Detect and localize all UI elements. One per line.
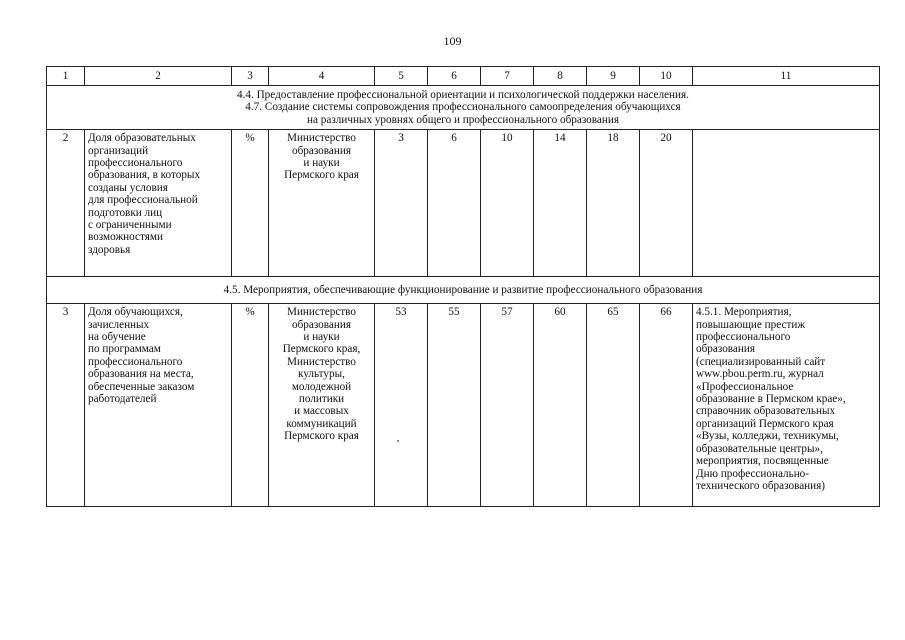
cell-text-line: здоровья [88, 243, 131, 256]
cell-text-line: обеспеченные заказом [88, 380, 195, 393]
column-number-header: 2 [85, 67, 232, 86]
section-heading-4-4 [47, 86, 880, 130]
value-cell: 66 [640, 304, 693, 507]
cell-text-line: возможностями [88, 231, 163, 244]
value-cell: 3 [375, 130, 428, 277]
cell-text-line: профессионального [696, 331, 791, 344]
cell-text-line: www.pbou.perm.ru, журнал [696, 368, 824, 381]
cell-text-line: «Вузы, колледжи, техникумы, [696, 430, 839, 443]
cell-text-line: Доля образовательных [88, 132, 196, 145]
column-number-header: 4 [269, 67, 375, 86]
unit-cell: % [232, 130, 269, 277]
cell-text-line: и массовых [294, 405, 349, 418]
value-cell: 20 [640, 130, 693, 277]
cell-text-line: образования [291, 144, 351, 157]
value-cell: 60 [534, 304, 587, 507]
agency-cell [269, 304, 375, 507]
row-number: 3 [47, 304, 85, 507]
cell-text-line: Пермского края [284, 169, 359, 182]
cell-text-line: профессионального [88, 157, 183, 170]
cell-text-line: профессионального [88, 355, 183, 368]
indicators-table [46, 66, 880, 507]
cell-text-line: подготовки лиц [88, 206, 163, 219]
section-row [47, 86, 880, 130]
section-heading-line: 4.4. Предоставление профессиональной ориентации и психологической поддержки населения. [237, 89, 689, 101]
value-cell: 14 [534, 130, 587, 277]
scan-speck [397, 440, 399, 442]
value-cell: 10 [481, 130, 534, 277]
cell-text-line: организаций [88, 144, 149, 157]
cell-text-line: мероприятия, посвященные [696, 455, 829, 468]
column-number-header: 1 [47, 67, 85, 86]
section-heading-line: на различных уровнях общего и профессионального образования [307, 113, 619, 126]
cell-text-line: зачисленных [88, 318, 150, 331]
value-cell: 57 [481, 304, 534, 507]
column-number-header: 10 [640, 67, 693, 86]
column-number-header: 6 [428, 67, 481, 86]
column-number-header: 5 [375, 67, 428, 86]
cell-text-line: культуры, [298, 368, 345, 381]
page-number: 109 [443, 34, 462, 48]
cell-text-line: Дню профессионально- [696, 467, 809, 480]
cell-text-line: по программам [88, 343, 161, 356]
cell-text-line: повышающие престиж [696, 318, 806, 331]
cell-text-line: Доля обучающихся, [88, 306, 183, 319]
column-number-header: 11 [693, 67, 880, 86]
indicator-name [85, 304, 232, 507]
cell-text-line: «Профессиональное [696, 380, 794, 393]
cell-text-line: технического образования) [696, 479, 826, 492]
column-number-row [47, 67, 880, 86]
cell-text-line: 4.5.1. Мероприятия, [696, 306, 792, 319]
cell-text-line: организаций Пермского края [696, 417, 834, 430]
cell-text-line: на обучение [88, 331, 146, 344]
cell-text-line: Пермского края [284, 430, 359, 443]
cell-text-line: для профессиональной [88, 194, 198, 207]
cell-text-line: работодателей [88, 393, 157, 406]
cell-text-line: образования [696, 343, 756, 356]
section-heading-4-5: 4.5. Мероприятия, обеспечивающие функционирование и развитие профессионального образования [47, 277, 880, 304]
column-number-header: 8 [534, 67, 587, 86]
row-number: 2 [47, 130, 85, 277]
cell-text-line: Министерство [287, 306, 356, 319]
cell-text-line: образовательные центры», [696, 442, 823, 455]
notes-cell [693, 304, 880, 507]
column-number-header: 9 [587, 67, 640, 86]
column-number-header: 7 [481, 67, 534, 86]
cell-text-line: с ограниченными [88, 219, 172, 232]
cell-text-line: и науки [303, 157, 340, 170]
cell-text-line: Министерство [287, 132, 356, 145]
value-cell: 6 [428, 130, 481, 277]
agency-cell [269, 130, 375, 277]
cell-text-line: образования [291, 318, 351, 331]
indicator-name [85, 130, 232, 277]
value-cell: 18 [587, 130, 640, 277]
column-number-header: 3 [232, 67, 269, 86]
cell-text-line: Пермского края, [282, 343, 361, 356]
cell-text-line: образования на места, [88, 368, 194, 381]
value-cell: 65 [587, 304, 640, 507]
cell-text-line: коммуникаций [286, 417, 357, 430]
cell-text-line: справочник образовательных [696, 405, 836, 418]
cell-text-line: молодежной [291, 380, 352, 393]
table-row [47, 304, 880, 507]
cell-text-line: и науки [303, 331, 340, 344]
value-cell: 55 [428, 304, 481, 507]
notes-cell [693, 130, 880, 277]
cell-text-line: образование в Пермском крае», [696, 393, 846, 406]
section-heading-line: 4.7. Создание системы сопровождения профессионального самоопределения обучающихся [245, 101, 681, 114]
value-cell: 53 [375, 304, 428, 507]
cell-text-line: Министерство [287, 355, 356, 368]
cell-text-line: образования, в которых [88, 169, 201, 182]
cell-text-line: политики [298, 393, 345, 406]
cell-text-line: (специализированный сайт [696, 355, 826, 368]
unit-cell: % [232, 304, 269, 507]
table-row [47, 130, 880, 277]
section-row [47, 277, 880, 304]
cell-text-line: созданы условия [88, 181, 168, 194]
